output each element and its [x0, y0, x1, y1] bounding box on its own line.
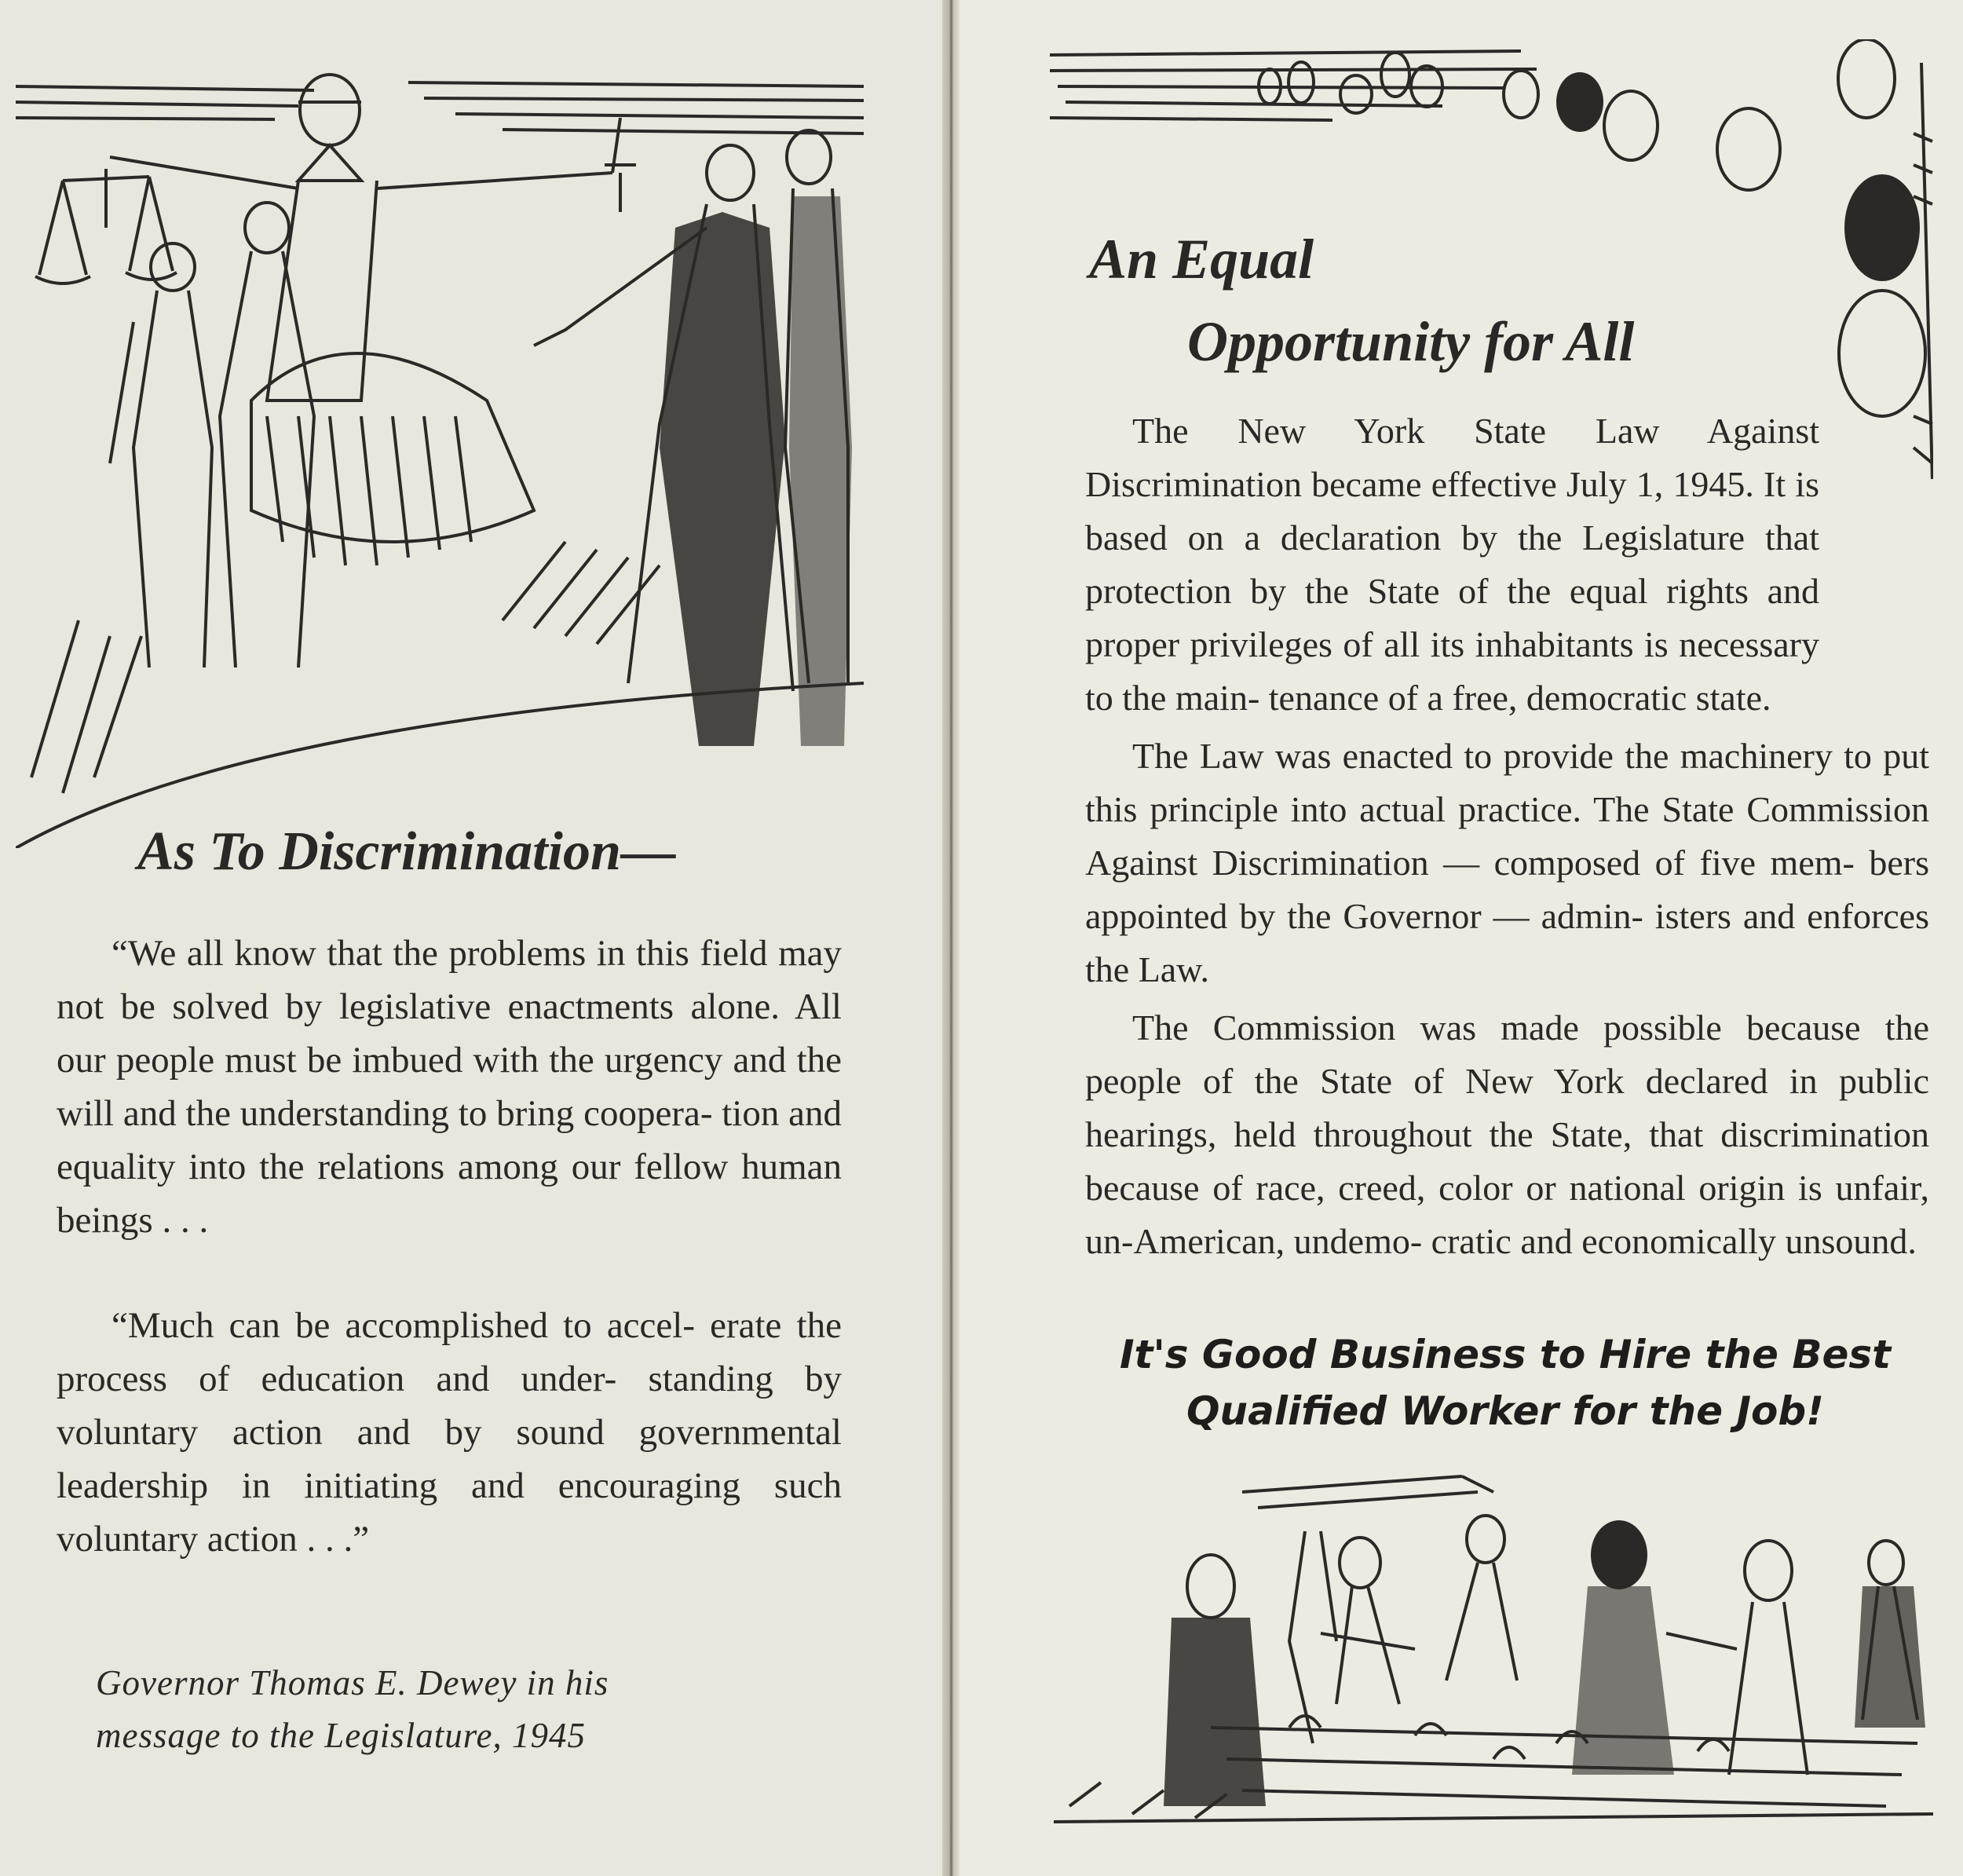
paragraph-2: The Law was enacted to provide the machinery to put this principle into actual practice. The State Commission Against Discrimination — composed of five mem- bers appointed by the Governor — admin- isters and enforces the Law. — [1085, 736, 1929, 989]
title-line-1: An Equal — [1089, 228, 1314, 291]
workers-drawing — [1054, 1445, 1933, 1830]
paragraph-1: The New York State Law Against Discrimination became effective July 1, 1945. It is based on a declaration by the Legislature that protection by the State of the equal rights and proper privileges of all its inhabitants is necessary to the main- tenance of a free, democratic state. — [1085, 411, 1819, 718]
justice-illustration — [16, 71, 872, 848]
quote-paragraph-1: “We all know that the problems in this field may not be solved by legislative enactments alone. All our people must be imbued with the urgency and the will and the understanding to bring coopera- tion and equality into the relations among our fellow human beings . . . — [57, 933, 842, 1241]
left-page — [0, 0, 942, 1876]
quote-paragraph-2: “Much can be accomplished to accel- erate the process of education and under- standing by voluntary action and by sound governmental leadership in initiating and encouraging such voluntary action . . .” — [57, 1305, 842, 1560]
right-page — [960, 0, 1963, 1876]
section-heading: As To Discrimination— — [137, 821, 676, 882]
workers-illustration — [1054, 1445, 1933, 1830]
justice-drawing — [16, 71, 872, 848]
slogan-line-1: It's Good Business to Hire the Best — [1119, 1332, 1892, 1377]
title-line-2: Opportunity for All — [1187, 310, 1635, 373]
page-fold — [942, 0, 960, 1876]
paragraph-3: The Commission was made possible because the people of the State of New York declared in public hearings, held throughout the State, that discrimination because of race, creed, color or national origin is unfair, un-American, undemo- cratic and economically unsound. — [1085, 1007, 1929, 1261]
attribution-line-2: message to the Legislature, 1945 — [96, 1716, 587, 1755]
law-description — [1085, 404, 1929, 1268]
quote-block — [57, 927, 842, 1566]
attribution-line-1: Governor Thomas E. Dewey in his — [96, 1663, 609, 1702]
slogan-line-2: Qualified Worker for the Job! — [1186, 1388, 1824, 1434]
